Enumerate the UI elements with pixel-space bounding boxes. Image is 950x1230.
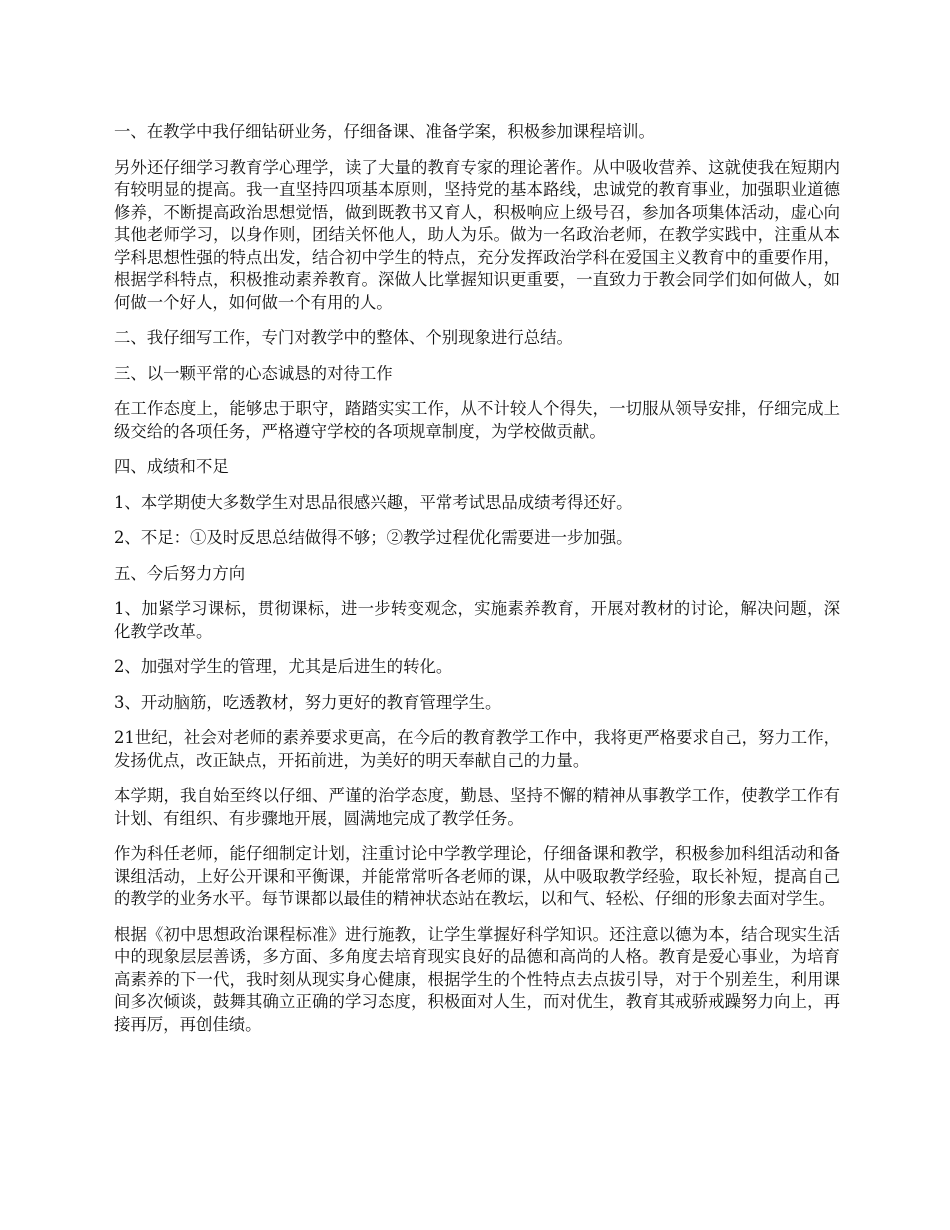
paragraph-1: 一、在教学中我仔细钻研业务，仔细备课、准备学案，积极参加课程培训。 xyxy=(114,122,655,141)
paragraph-14: 本学期，我自始至终以仔细、严谨的治学态度，勤恳、坚持不懈的精神从事教学工作，使教学工作有计划、有组织、有步骤地开展，圆满地完成了教学任务。 xyxy=(114,786,840,828)
paragraph-11: 2、加强对学生的管理，尤其是后进生的转化。 xyxy=(114,657,453,676)
paragraph-13: 21世纪，社会对老师的素养要求更高，在今后的教育教学工作中，我将更严格要求自己，努力工作，发扬优点，改正缺点，开拓前进，为美好的明天奉献自己的力量。 xyxy=(114,728,840,770)
paragraph-4: 三、以一颗平常的心态诚恳的对待工作 xyxy=(114,363,393,383)
paragraph-9: 五、今后努力方向 xyxy=(114,563,246,583)
paragraph-5: 在工作态度上，能够忠于职守，踏踏实实工作，从不计较人个得失，一切服从领导安排，仔细完成上级交给的各项任务，严格遵守学校的各项规章制度，为学校做贡献。 xyxy=(114,399,840,441)
paragraph-15: 作为科任老师，能仔细制定计划，注重讨论中学教学理论，仔细备课和教学，积极参加科组活动和备课组活动，上好公开课和平衡课，并能常常听各老师的课，从中吸取教学经验，取长补短，提高自己的教学的业务水平。每节课都以最佳的精神状态站在教坛，以和气、轻松、仔细的形象去面对学生。 xyxy=(114,844,840,908)
paragraph-6: 四、成绩和不足 xyxy=(114,457,229,476)
paragraph-12: 3、开动脑筋，吃透教材，努力更好的教育管理学生。 xyxy=(114,692,502,712)
paragraph-10: 1、加紧学习课标，贯彻课标，进一步转变观念，实施素养教育，开展对教材的讨论，解决问题，深化教学改革。 xyxy=(114,599,840,641)
paragraph-2: 另外还仔细学习教育学心理学，读了大量的教育专家的理论著作。从中吸收营养、这就使我在短期内有较明显的提高。我一直坚持四项基本原则，坚持党的基本路线，忠诚党的教育事业，加强职业道德修养，不断提高政治思想觉悟，做到既教书又育人，积极响应上级号召，参加各项集体活动，虚心向其他老师学习，以身作则，团结关怀他人，助人为乐。做为一名政治老师，在教学实践中，注重从本学科思想性强的特点出发，结合初中学生的特点，充分发挥政治学科在爱国主义教育中的重要作用，根据学科特点，积极推动素养教育。深做人比掌握知识更重要，一直致力于教会同学们如何做人，如何做一个好人，如何做一个有用的人。 xyxy=(114,157,840,312)
paragraph-16: 根据《初中思想政治课程标准》进行施教，让学生掌握好科学知识。还注意以德为本，结合现实生活中的现象层层善诱，多方面、多角度去培育现实良好的品德和高尚的人格。教育是爱心事业，为培育高素养的下一代，我时刻从现实身心健康，根据学生的个性特点去点拔引导，对于个别差生，利用课间多次倾谈，鼓舞其确立正确的学习态度，积极面对人生，而对优生，教育其戒骄戒躁努力向上，再接再厉，再创佳绩。 xyxy=(114,924,840,1034)
paragraph-3: 二、我仔细写工作，专门对教学中的整体、个别现象进行总结。 xyxy=(114,328,573,347)
document-page xyxy=(114,121,840,1049)
paragraph-8: 2、不足：①及时反思总结做得不够；②教学过程优化需要进一步加强。 xyxy=(114,528,633,547)
paragraph-7: 1、本学期使大多数学生对思品很感兴趣，平常考试思品成绩考得还好。 xyxy=(114,492,633,512)
